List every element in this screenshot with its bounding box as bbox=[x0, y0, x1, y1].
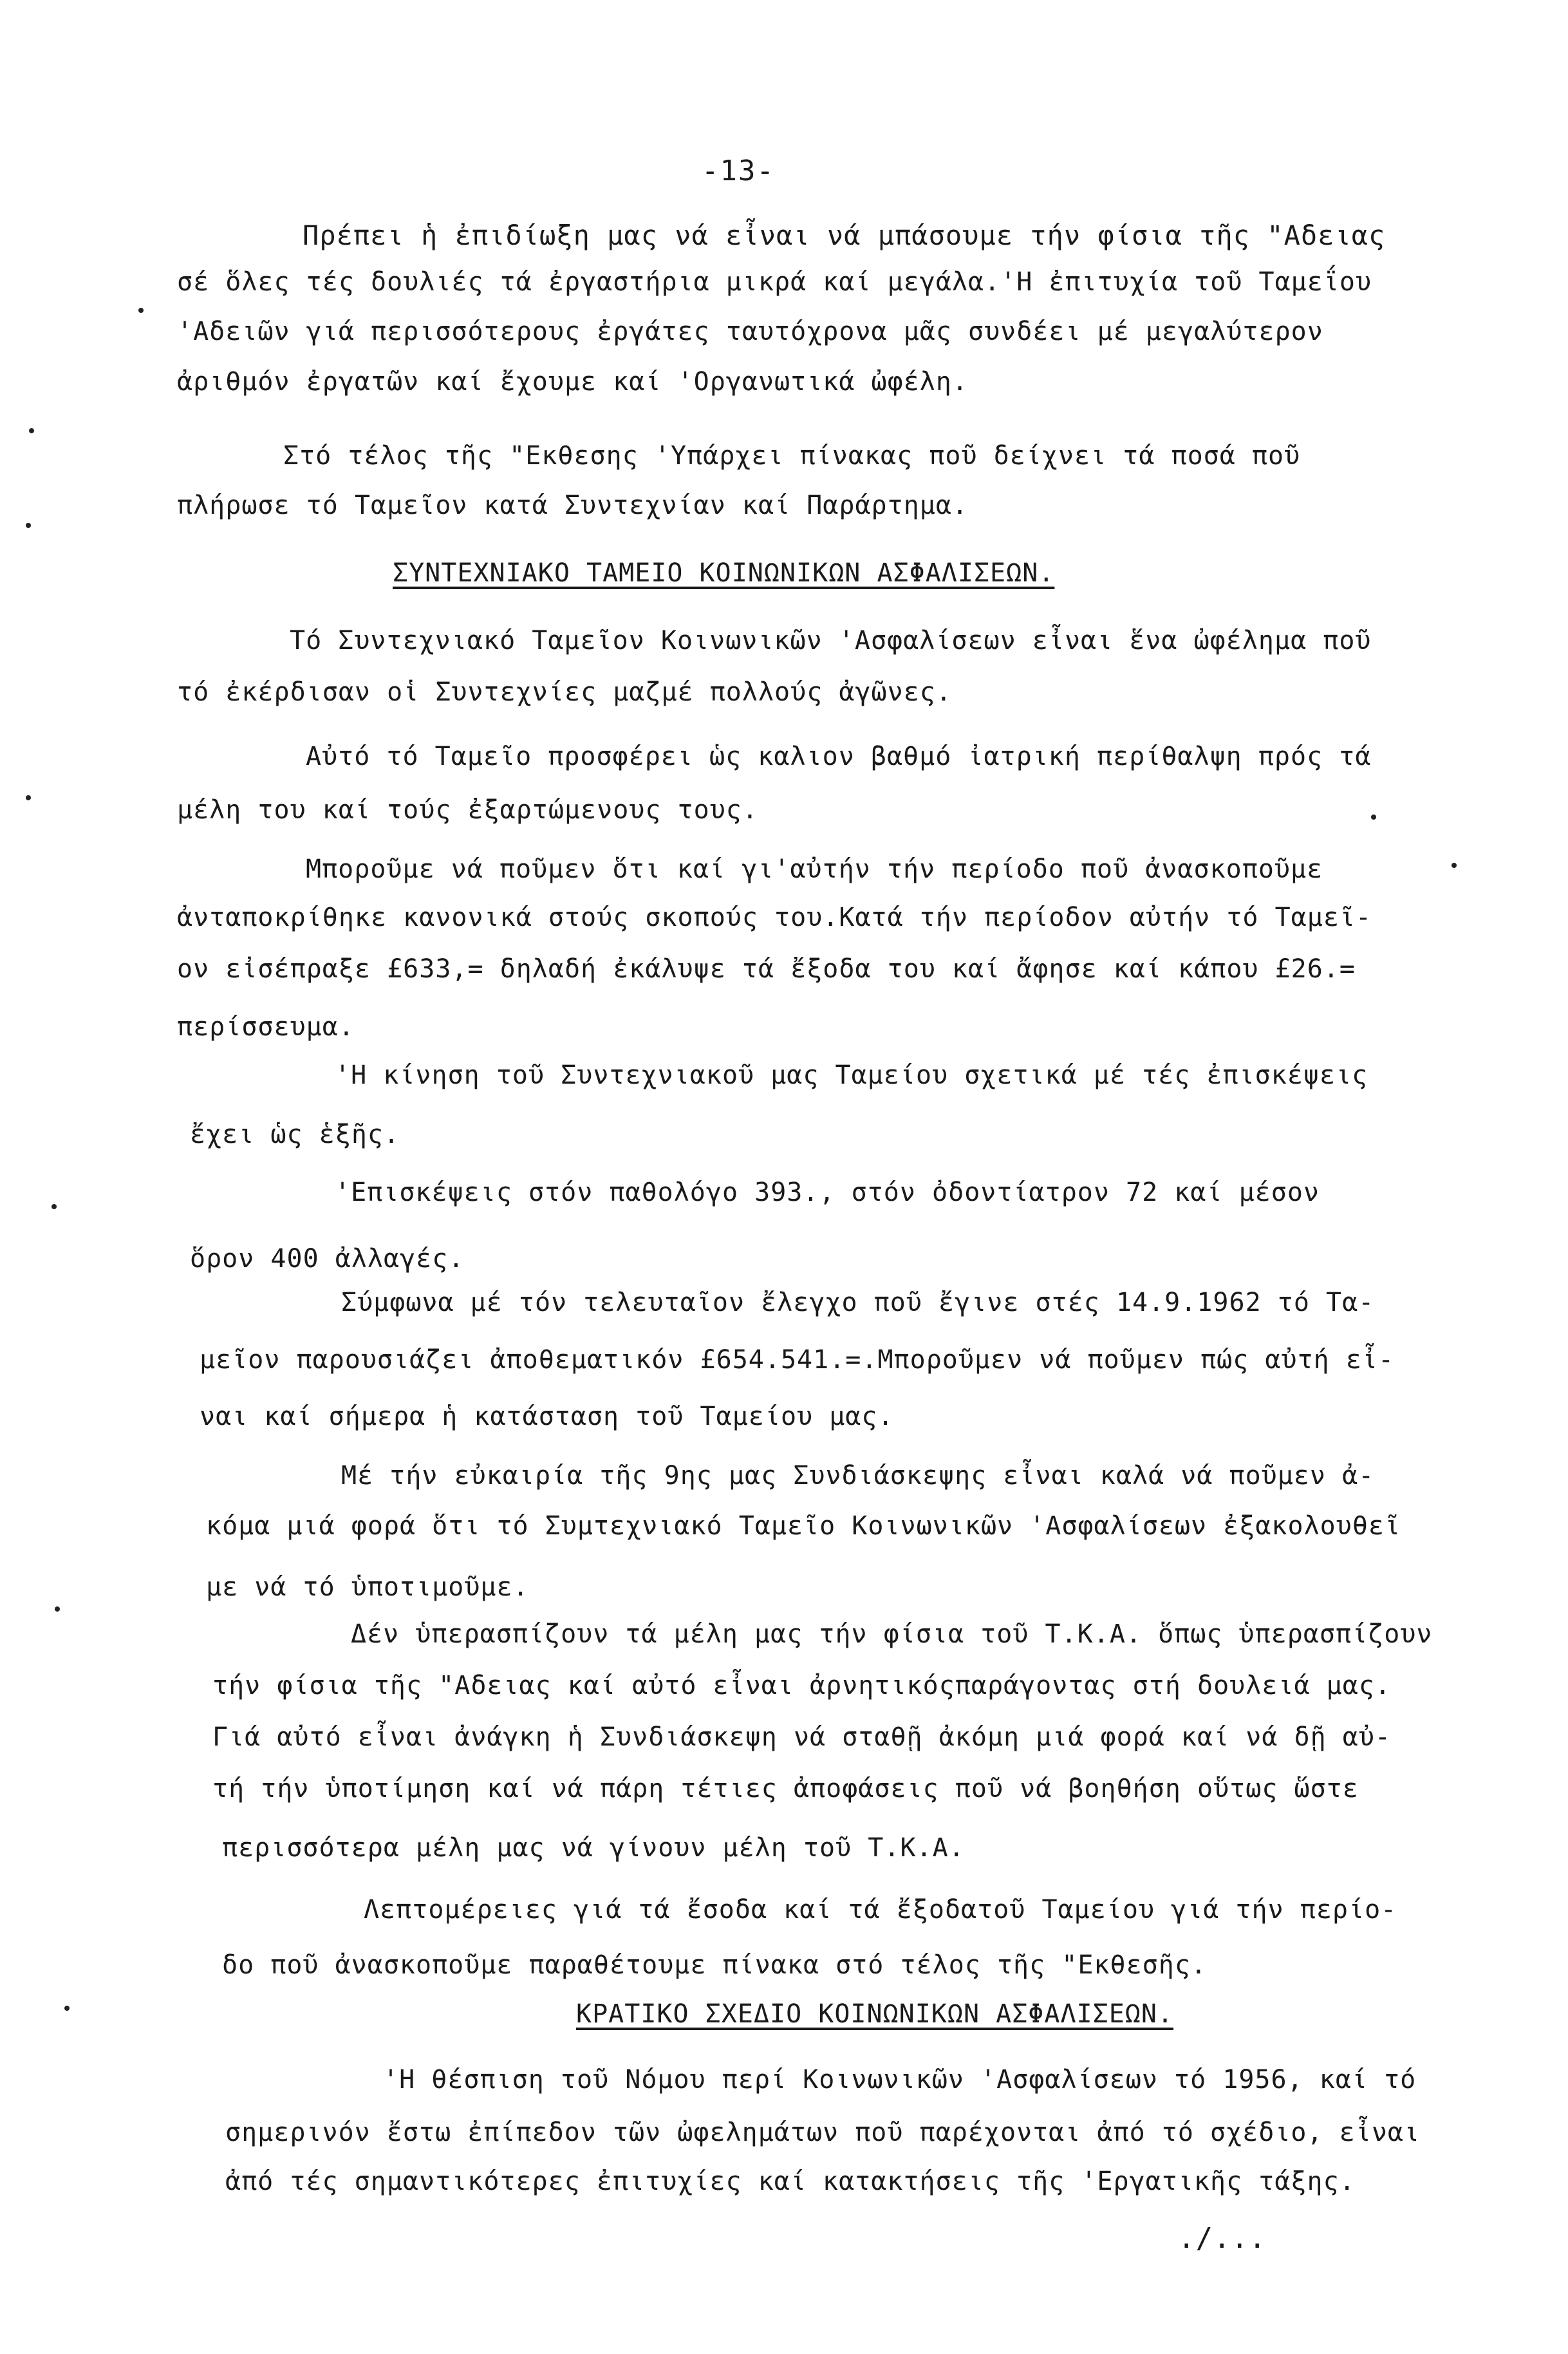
text-line: 'Η κίνηση τοῦ Συντεχνιακοῦ μας Ταμείου σχετικά μέ τές ἐπισκέψεις bbox=[335, 1060, 1368, 1090]
text-line: τό ἐκέρδισαν οἱ Συντεχνίες μαζμέ πολλούς ἀγῶνες. bbox=[177, 677, 952, 707]
text-line: Δέν ὑπερασπίζουν τά μέλη μας τήν φίσια τοῦ Τ.Κ.Α. ὅπως ὑπερασπίζουν bbox=[351, 1619, 1433, 1649]
page-number: -13- bbox=[702, 155, 775, 187]
section-heading: ΚΡΑΤΙΚΟ ΣΧΕΔΙΟ ΚΟΙΝΩΝΙΚΩΝ ΑΣΦΑΛΙΣΕΩΝ. bbox=[576, 1999, 1174, 2029]
text-line: σημερινόν ἔστω ἐπίπεδον τῶν ὠφελημάτων ποῦ παρέχονται ἀπό τό σχέδιο, εἶναι bbox=[225, 2118, 1421, 2147]
text-line: Γιά αὐτό εἶναι ἀνάγκη ἡ Συνδιάσκεψη νά σταθῇ ἀκόμη μιά φορά καί νά δῇ αὐ- bbox=[212, 1722, 1391, 1752]
text-line: μεῖον παρουσιάζει ἀποθεματικόν £654.541.=.Μποροῦμεν νά ποῦμεν πώς αὐτή εἶ- bbox=[200, 1345, 1395, 1375]
text-line: ναι καί σήμερα ἡ κατάσταση τοῦ Ταμείου μας. bbox=[200, 1402, 894, 1431]
continuation-mark: ./... bbox=[1178, 2222, 1267, 2255]
text-line: δο ποῦ ἀνασκοποῦμε παραθέτουμε πίνακα στό τέλος τῆς "Εκθεσῆς. bbox=[222, 1950, 1208, 1980]
text-line: με νά τό ὑποτιμοῦμε. bbox=[206, 1572, 529, 1602]
text-line: Σύμφωνα μέ τόν τελευταῖον ἔλεγχο ποῦ ἔγινε στές 14.9.1962 τό Τα- bbox=[341, 1288, 1375, 1317]
text-line: περίσσευμα. bbox=[177, 1012, 355, 1042]
text-line: σέ ὅλες τές δουλιές τά ἐργαστήρια μικρά καί μεγάλα.'Η ἐπιτυχία τοῦ Ταμεΐου bbox=[177, 267, 1372, 297]
text-line: 'Αδειῶν γιά περισσότερους ἐργάτες ταυτόχρονα μᾶς συνδέει μέ μεγαλύτερον bbox=[177, 317, 1323, 346]
margin-speck bbox=[64, 2006, 70, 2011]
text-line: ἀπό τές σημαντικότερες ἐπιτυχίες καί κατακτήσεις τῆς 'Εργατικῆς τάξης. bbox=[225, 2167, 1356, 2196]
text-line: μέλη του καί τούς ἐξαρτώμενους τους. bbox=[177, 795, 758, 825]
text-line: τή τήν ὑποτίμηση καί νά πάρη τέτιες ἀποφάσεις ποῦ νά βοηθήση οὕτως ὥστε bbox=[212, 1774, 1359, 1803]
text-line: Λεπτομέρειες γιά τά ἔσοδα καί τά ἔξοδατοῦ Ταμείου γιά τήν περίο- bbox=[364, 1895, 1397, 1925]
text-line: κόμα μιά φορά ὅτι τό Συμτεχνιακό Ταμεῖο Κοινωνικῶν 'Ασφαλίσεων ἐξακολουθεῖ bbox=[206, 1511, 1401, 1541]
text-line: ὅρον 400 ἀλλαγές. bbox=[190, 1244, 465, 1274]
text-line: 'Επισκέψεις στόν παθολόγο 393., στόν ὀδοντίατρον 72 καί μέσον bbox=[335, 1178, 1320, 1207]
text-line: ἀνταποκρίθηκε κανονικά στούς σκοπούς του.Κατά τήν περίοδον αὐτήν τό Ταμεῖ- bbox=[177, 903, 1372, 932]
text-line: ἔχει ὡς ἑξῆς. bbox=[190, 1120, 400, 1149]
text-line: τήν φίσια τῆς "Αδειας καί αὐτό εἶναι ἀρνητικόςπαράγοντας στή δουλειά μας. bbox=[212, 1671, 1391, 1700]
margin-speck bbox=[138, 308, 144, 313]
text-line: 'Η θέσπιση τοῦ Νόμου περί Κοινωνικῶν 'Ασφαλίσεων τό 1956, καί τό bbox=[383, 2065, 1417, 2095]
margin-speck bbox=[1371, 814, 1376, 820]
text-line: πλήρωσε τό Ταμεῖον κατά Συντεχνίαν καί Παράρτημα. bbox=[177, 491, 969, 520]
margin-speck bbox=[1451, 863, 1457, 868]
text-line: Τό Συντεχνιακό Ταμεῖον Κοινωνικῶν 'Ασφαλίσεων εἶναι ἕνα ὠφέλημα ποῦ bbox=[290, 626, 1372, 655]
margin-speck bbox=[26, 523, 31, 528]
margin-speck bbox=[26, 795, 31, 800]
text-line: περισσότερα μέλη μας νά γίνουν μέλη τοῦ Τ.Κ.Α. bbox=[222, 1833, 965, 1863]
text-line: Πρέπει ἡ ἐπιδίωξη μας νά εἶναι νά μπάσουμε τήν φίσια τῆς "Αδειας bbox=[303, 220, 1386, 251]
section-heading: ΣΥΝΤΕΧΝΙΑΚΟ ΤΑΜΕΙΟ ΚΟΙΝΩΝΙΚΩΝ ΑΣΦΑΛΙΣΕΩΝ. bbox=[393, 558, 1055, 588]
margin-speck bbox=[51, 1204, 57, 1209]
text-line: Μποροῦμε νά ποῦμεν ὅτι καί γι'αὐτήν τήν περίοδο ποῦ ἀνασκοποῦμε bbox=[306, 854, 1323, 884]
text-line: Μέ τήν εὐκαιρία τῆς 9ης μας Συνδιάσκεψης εἶναι καλά νά ποῦμεν ἀ- bbox=[341, 1461, 1375, 1491]
margin-speck bbox=[55, 1606, 60, 1612]
text-line: Στό τέλος τῆς "Εκθεσης 'Υπάρχει πίνακας ποῦ δείχνει τά ποσά ποῦ bbox=[283, 441, 1301, 471]
text-line: Αὐτό τό Ταμεῖο προσφέρει ὡς καλιον βαθμό ἰατρική περίθαλψη πρός τά bbox=[306, 742, 1372, 771]
margin-speck bbox=[29, 428, 34, 433]
text-line: ον εἰσέπραξε £633,= δηλαδή ἐκάλυψε τά ἔξοδα του καί ἄφησε καί κάπου £26.= bbox=[177, 954, 1356, 984]
text-line: ἀριθμόν ἐργατῶν καί ἔχουμε καί 'Οργανωτικά ὠφέλη. bbox=[177, 367, 969, 397]
